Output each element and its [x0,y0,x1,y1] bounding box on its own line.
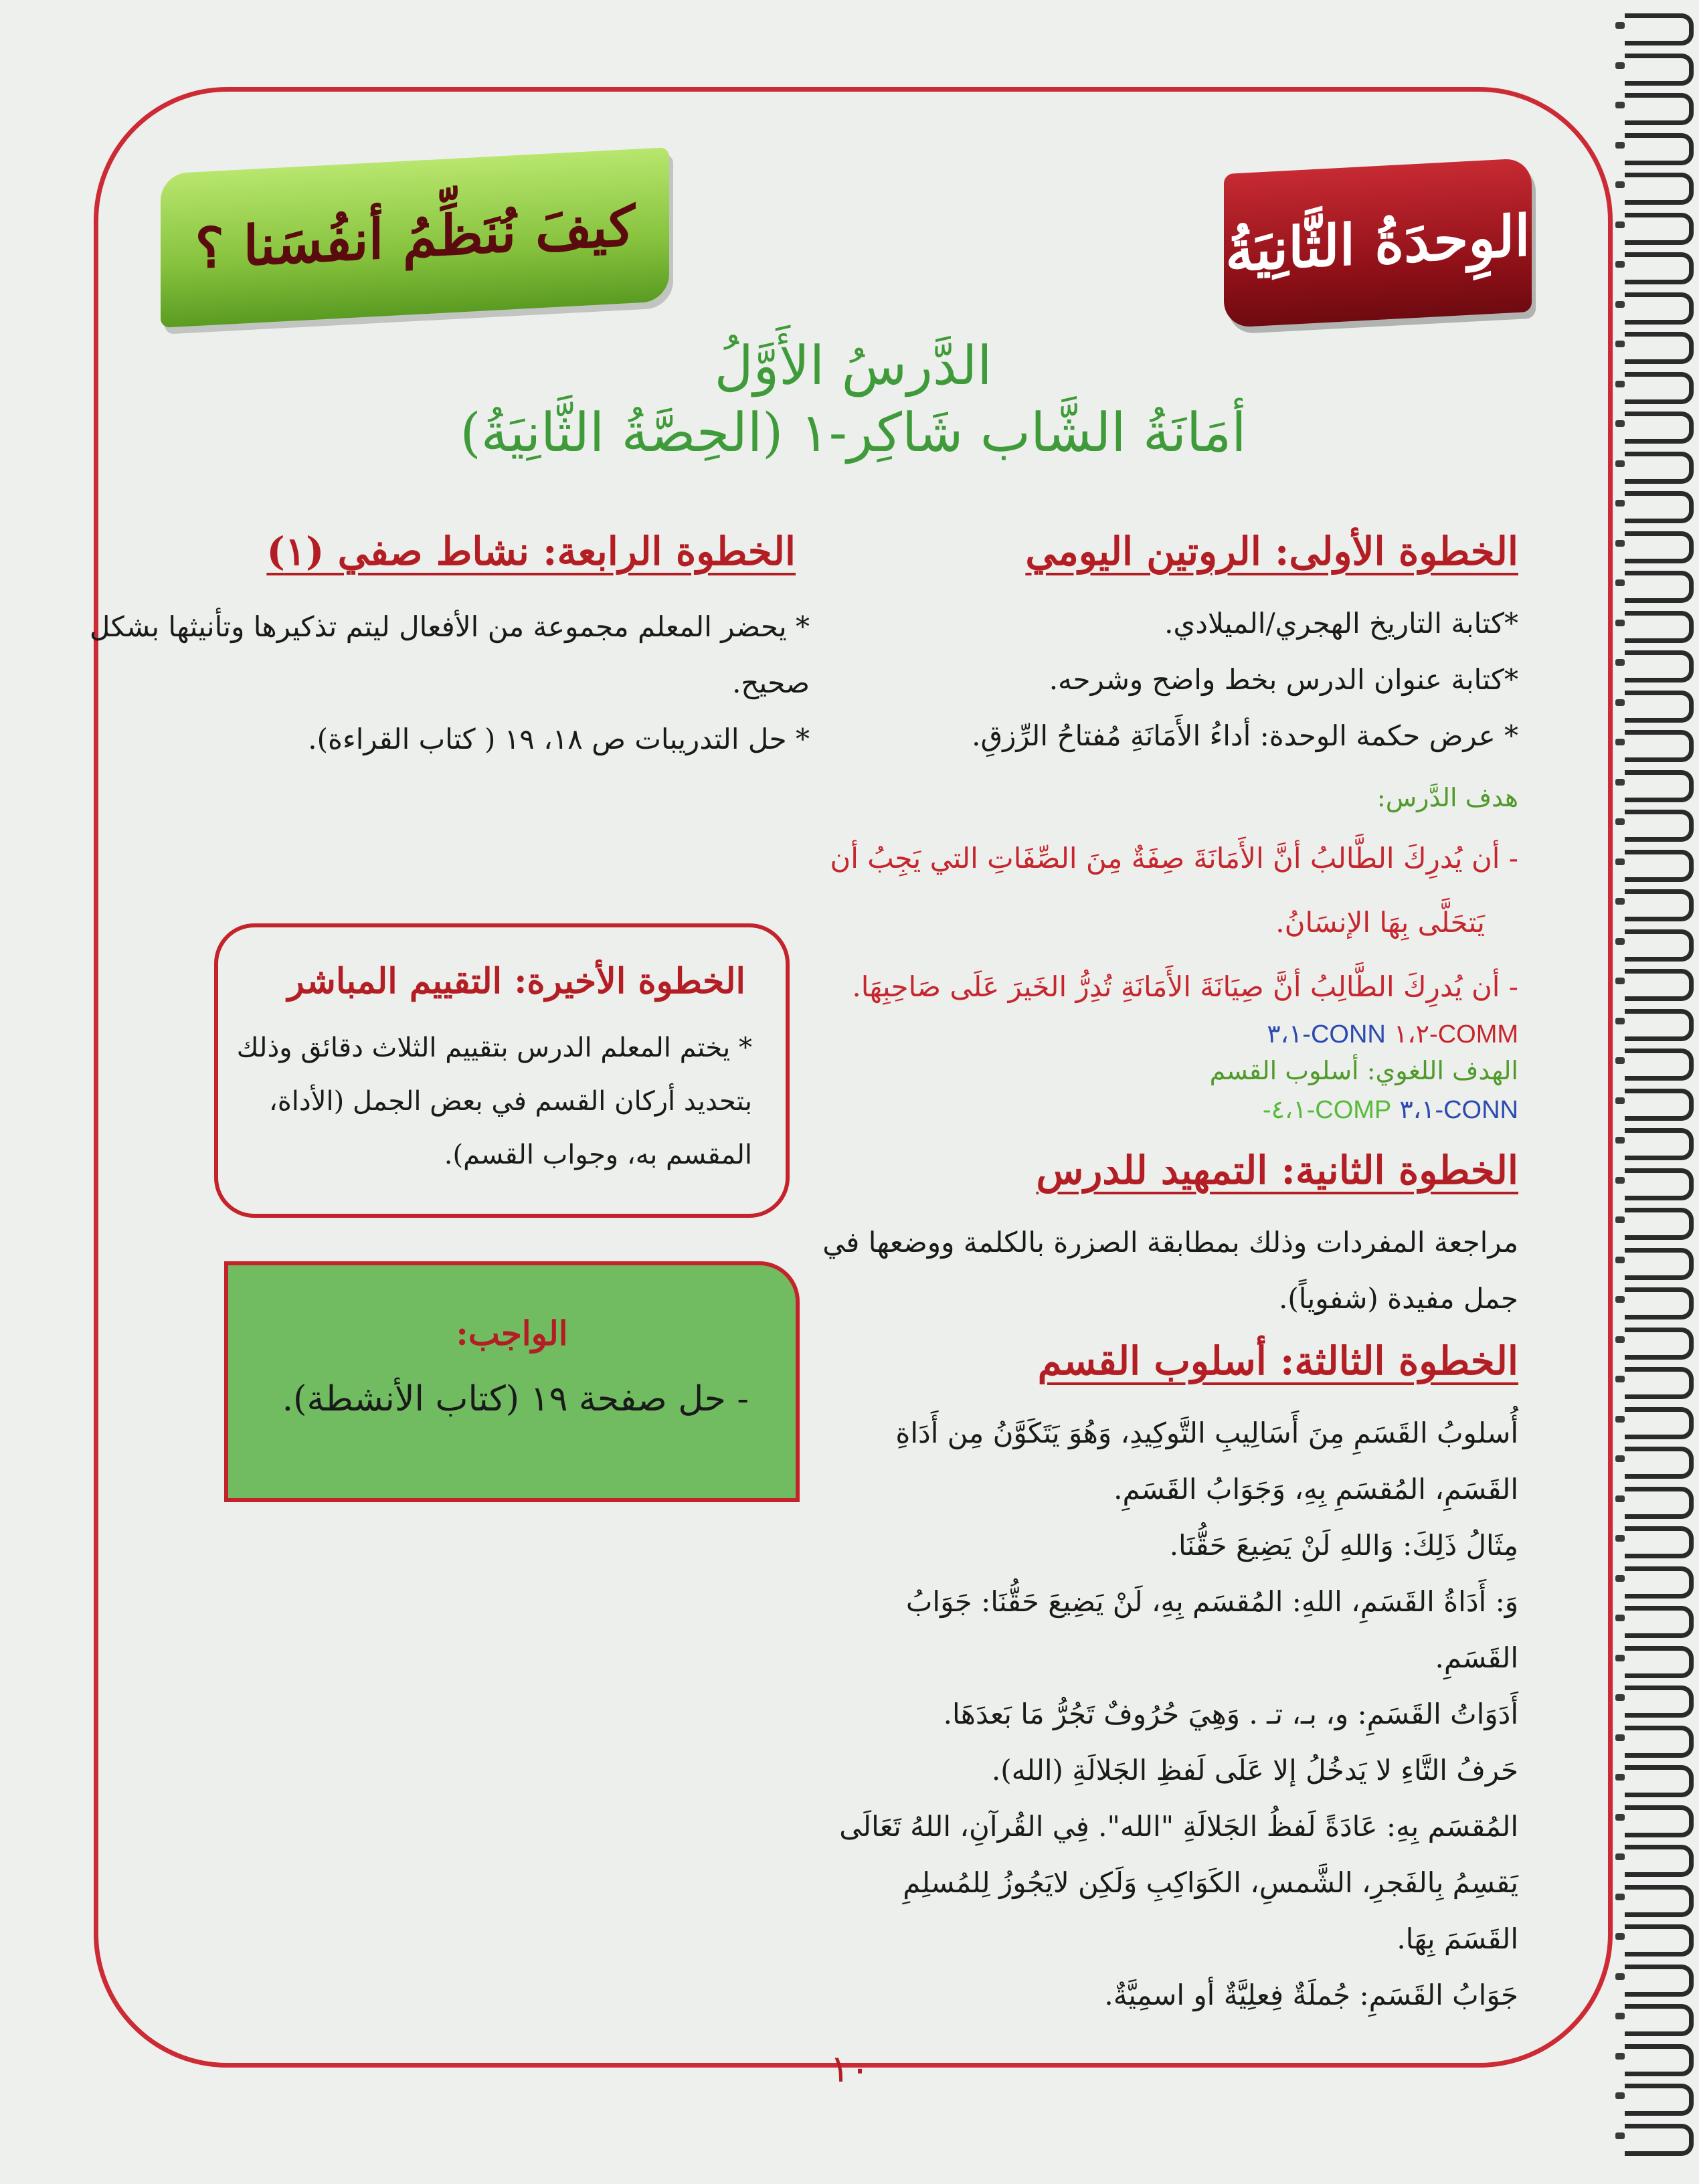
binding-coil [1625,650,1694,682]
binding-coil [1625,1965,1694,1997]
binding-coil [1625,1407,1694,1439]
binding-coil [1625,292,1694,325]
code-comm: COMM-١،٢ [1393,1020,1518,1049]
binding-coil [1625,2004,1694,2036]
binding-coil [1625,2044,1694,2076]
goal-line: - أن يُدرِكَ الطَّالبُ أنَّ الأَمَانَةَ صِفَةٌ مِنَ الصِّفَاتِ التي يَجِبُ أن [830,842,1518,875]
binding-coil [1625,770,1694,802]
code-conn: CONN-٣،١ [1267,1020,1386,1049]
binding-coil [1625,969,1694,1001]
step3-line: جَوَابُ القَسَمِ: جُملَةٌ فِعلِيَّةٌ أو اسمِيَّةٌ. [1104,1979,1518,2011]
binding-coil [1625,850,1694,882]
step2-line: جمل مفيدة (شفوياً). [1279,1282,1518,1315]
binding-coil [1625,2124,1694,2156]
standard-codes-2 [809,1089,1518,1130]
step3-line: القَسَمِ. [1435,1641,1518,1674]
binding-coil [1625,1049,1694,1081]
step4-line: صحيح. [732,666,810,699]
binding-coil [1625,1845,1694,1877]
binding-coil [1625,1447,1694,1479]
step3-line: مِثَالُ ذَلِكَ: وَاللهِ لَنْ يَضِيعَ حَقُّنَا. [1169,1529,1518,1562]
assessment-heading: الخطوة الأخيرة: التقييم المباشر [287,961,745,1002]
step4-text [89,599,810,767]
binding-coil [1625,1089,1694,1121]
binding-coil [1625,611,1694,643]
homework-box [224,1261,800,1502]
binding-coil [1625,2084,1694,2116]
assessment-text [236,1021,752,1182]
unit-banner-text: الوِحدَةُ الثَّانِيَةُ [1225,201,1530,284]
step1-heading: الخطوة الأولى: الروتين اليومي [1025,529,1518,574]
binding-coil [1625,1248,1694,1280]
step2-text [809,1214,1518,1327]
binding-coil [1625,54,1694,86]
standard-codes-1 [809,1014,1518,1055]
lesson-goals [809,826,1518,1019]
binding-coil [1625,1526,1694,1558]
page-number: ١٠ [829,2047,871,2091]
spiral-binding [1619,13,1699,2175]
binding-coil [1625,1805,1694,1837]
binding-coil [1625,1168,1694,1200]
binding-coil [1625,452,1694,484]
binding-coil [1625,1726,1694,1758]
binding-coil [1625,491,1694,523]
theme-banner [161,147,669,328]
binding-coil [1625,93,1694,125]
binding-coil [1625,571,1694,603]
binding-coil [1625,1208,1694,1240]
binding-coil [1625,1924,1694,1956]
binding-coil [1625,1287,1694,1320]
theme-banner-text: كيفَ نُنَظِّمُ أنفُسَنا ؟ [195,193,635,282]
binding-coil [1625,889,1694,921]
binding-coil [1625,332,1694,364]
goal-line: يَتحَلَّى بِهَا الإنسَانُ. [1275,906,1485,939]
assessment-line: * يختم المعلم الدرس بتقييم الثلاث دقائق وذلك [236,1032,752,1063]
step3-text [809,1405,1518,2023]
binding-coil [1625,1328,1694,1360]
binding-coil [1625,531,1694,563]
binding-coil [1625,730,1694,762]
binding-coil [1625,810,1694,842]
binding-coil [1625,213,1694,245]
binding-coil [1625,1487,1694,1519]
homework-heading: الواجب: [456,1313,568,1353]
binding-coil [1625,1765,1694,1797]
binding-coil [1625,1646,1694,1678]
step4-heading: الخطوة الرابعة: نشاط صفي (١) [266,529,796,574]
binding-coil [1625,1009,1694,1041]
assessment-line: المقسم به، وجواب القسم). [444,1140,752,1170]
homework-text: - حل صفحة ١٩ (كتاب الأنشطة). [282,1379,749,1419]
step3-line: وَ: أَدَاةُ القَسَمِ، اللهِ: المُقسَم بِهِ، لَنْ يَضِيعَ حَقُّنَا: جَوَابُ [905,1585,1518,1618]
binding-coil [1625,173,1694,205]
step3-line: القَسَمِ، المُقسَمِ بِهِ، وَجَوَابُ القَسَمِ. [1113,1473,1518,1506]
binding-coil [1625,133,1694,165]
step2-heading: الخطوة الثانية: التمهيد للدرس [1036,1148,1518,1193]
unit-banner [1224,158,1532,328]
binding-coil [1625,1686,1694,1718]
step1-items [809,596,1518,764]
step1-item: *كتابة عنوان الدرس بخط واضح وشرحه. [1049,663,1518,696]
binding-coil [1625,1606,1694,1638]
step3-line: القَسَمَ بِهَا. [1397,1922,1518,1955]
lesson-title: أمَانَةُ الشَّاب شَاكِر-١ (الحِصَّةُ الثَّانِيَةُ) [460,401,1247,464]
code-conn: CONN-٣،١ [1399,1096,1518,1124]
step3-line: أُسلوبُ القَسَمِ مِنَ أَسَالِيبِ التَّوكِيدِ، وَهُوَ يَتَكَوَّنُ مِن أَدَاةِ [895,1417,1518,1449]
step3-heading: الخطوة الثالثة: أسلوب القسم [1037,1338,1518,1384]
binding-coil [1625,929,1694,962]
step4-line: * حل التدريبات ص ١٨، ١٩ ( كتاب القراءة). [308,723,810,755]
step1-item: *كتابة التاريخ الهجري/الميلادي. [1164,607,1518,640]
assessment-line: بتحديد أركان القسم في بعض الجمل (الأداة، [268,1086,752,1117]
binding-coil [1625,1566,1694,1599]
step3-line: يَقسِمُ بِالفَجرِ، الشَّمسِ، الكَوَاكِبِ وَلَكِن لايَجُوزُ لِلمُسلِمِ [903,1866,1518,1899]
assessment-box [214,923,790,1218]
binding-coil [1625,691,1694,723]
goal-line: - أن يُدرِكَ الطَّالِبُ أنَّ صِيَانَةَ الأَمَانَةِ تُدِرُّ الخَيرَ عَلَى صَاحِبِهَا. [852,970,1518,1003]
step4-line: * يحضر المعلم مجموعة من الأفعال ليتم تذكيرها وتأنيثها بشكل [89,610,810,643]
binding-coil [1625,412,1694,444]
lesson-number: الدَّرسُ الأَوَّلُ [714,335,992,397]
binding-coil [1625,13,1694,46]
binding-coil [1625,1367,1694,1399]
binding-coil [1625,252,1694,284]
linguistic-goal: الهدف اللغوي: أسلوب القسم [1209,1056,1518,1085]
goal-label: هدف الدَّرس: [1376,783,1518,812]
step1-item: * عرض حكمة الوحدة: أداءُ الأَمَانَةِ مُفتاحُ الرِّزقِ. [972,719,1518,752]
step3-line: أَدَوَاتُ القَسَمِ: و، بـ، تـ . وَهِيَ حُرُوفٌ تَجُرُّ مَا بَعدَهَا. [943,1698,1518,1730]
binding-coil [1625,1885,1694,1917]
binding-coil [1625,1128,1694,1160]
step3-line: المُقسَم بِهِ: عَادَةً لَفظُ الجَلالَةِ "الله". فِي القُرآنِ، اللهُ تَعَالَى [839,1810,1518,1843]
step3-line: حَرفُ التَّاءِ لا يَدخُلُ إلا عَلَى لَفظِ الجَلالَةِ (الله). [991,1754,1518,1787]
binding-coil [1625,372,1694,404]
code-comp: COMP-٤،١- [1262,1096,1392,1124]
step2-line: مراجعة المفردات وذلك بمطابقة الصزرة بالكلمة ووضعها في [822,1226,1518,1259]
